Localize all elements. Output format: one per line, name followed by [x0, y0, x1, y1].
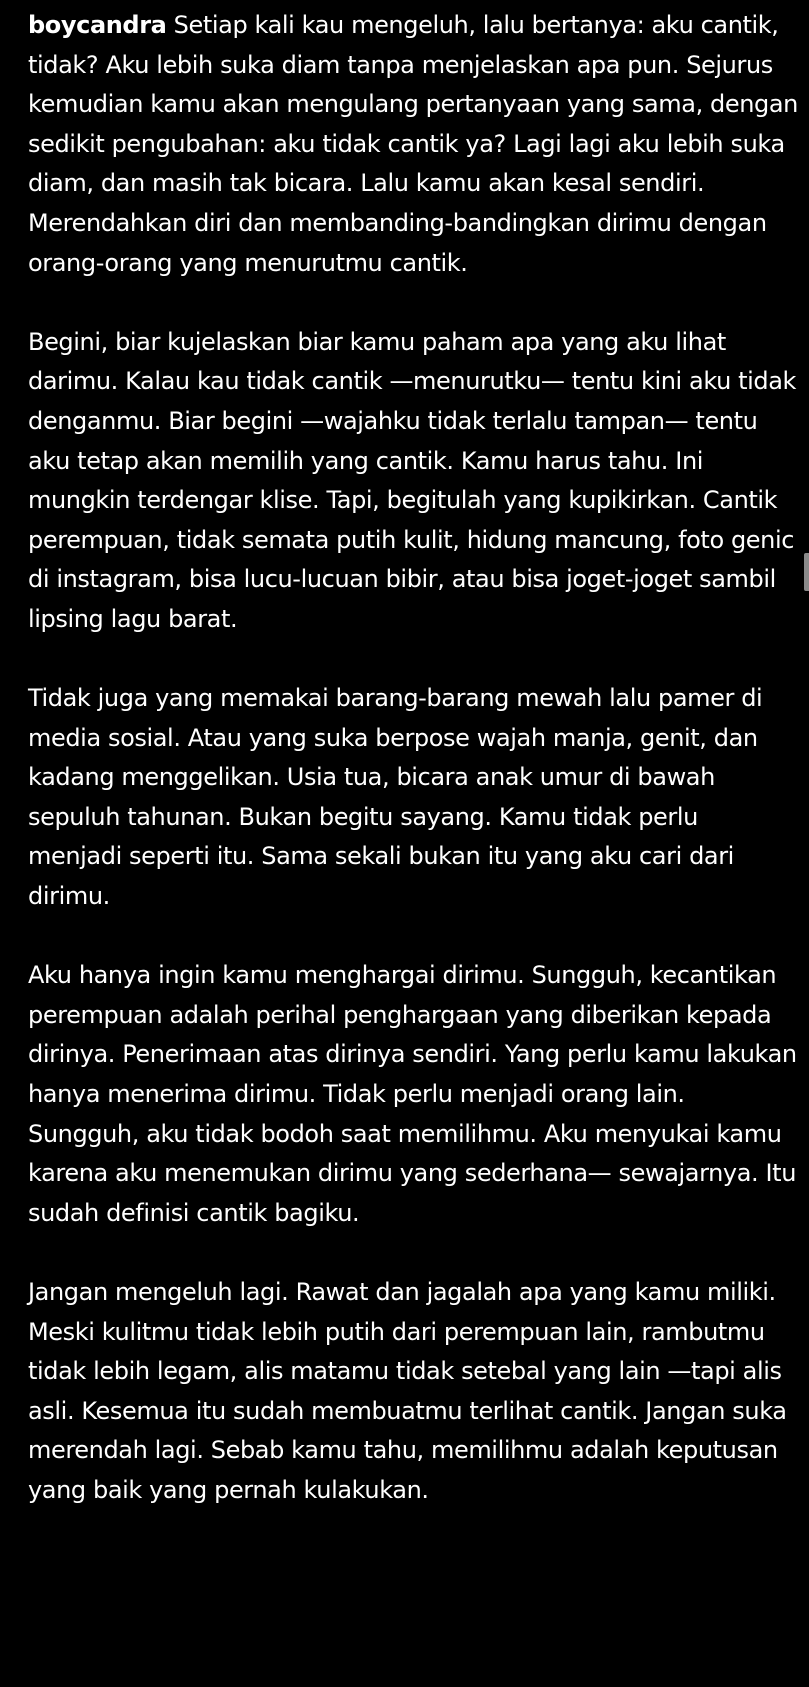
caption-paragraph-4: Aku hanya ingin kamu menghargai dirimu. Sungguh, kecantikan perempuan adalah perihal penghargaan yang diberikan kepada dirinya. Penerimaan atas dirinya sendiri. Yang perlu kamu lakukan hanya menerima dirimu. Tidak perlu menjadi orang lain. Sungguh, aku tidak bodoh saat memilihmu. Aku menyukai kamu karena aku menemukan dirimu yang sederhana— sewajarnya. Itu sudah definisi cantik bagiku. [28, 961, 797, 1227]
caption-paragraph-2: Begini, biar kujelaskan biar kamu paham apa yang aku lihat darimu. Kalau kau tidak cantik —menurutku— tentu kini aku tidak denganmu. Biar begini —wajahku tidak terlalu tampan— tentu aku tetap akan memilih yang cantik. Kamu harus tahu. Ini mungkin terdengar klise. Tapi, begitulah yang kupikirkan. Cantik perempuan, tidak semata putih kulit, hidung mancung, foto genic di instagram, bisa lucu-lucuan bibir, atau bisa joget-joget sambil lipsing lagu barat. [28, 327, 797, 633]
username-link[interactable]: boycandra [28, 11, 167, 39]
caption-paragraph-3: Tidak juga yang memakai barang-barang mewah lalu pamer di media sosial. Atau yang suka berpose wajah manja, genit, dan kadang menggelikan. Usia tua, bicara anak umur di bawah sepuluh tahunan. Bukan begitu sayang. Kamu tidak perlu menjadi seperti itu. Sama sekali bukan itu yang aku cari dari dirimu. [28, 684, 763, 911]
caption-text-1: Setiap kali kau mengeluh, lalu bertanya: aku cantik, tidak? Aku lebih suka diam tanpa menjelaskan apa pun. Sejurus kemudian kamu akan mengulang pertanyaan yang sama, dengan sedikit pengubahan: aku tidak cantik ya? Lagi lagi aku lebih suka diam, dan masih tak bicara. Lalu kamu akan kesal sendiri. Merendahkan diri dan membanding-bandingkan dirimu dengan orang-orang yang menurutmu cantik. [28, 11, 798, 277]
post-caption [28, 6, 798, 1550]
caption-paragraph-1 [28, 6, 798, 283]
caption-paragraph-5: Jangan mengeluh lagi. Rawat dan jagalah apa yang kamu miliki. Meski kulitmu tidak lebih putih dari perempuan lain, rambutmu tidak lebih legam, alis matamu tidak setebal yang lain —tapi alis asli. Kesemua itu sudah membuatmu terlihat cantik. Jangan suka merendah lagi. Sebab kamu tahu, memilihmu adalah keputusan yang baik yang pernah kulakukan. [28, 1278, 787, 1504]
scrollbar-thumb[interactable] [804, 553, 809, 591]
